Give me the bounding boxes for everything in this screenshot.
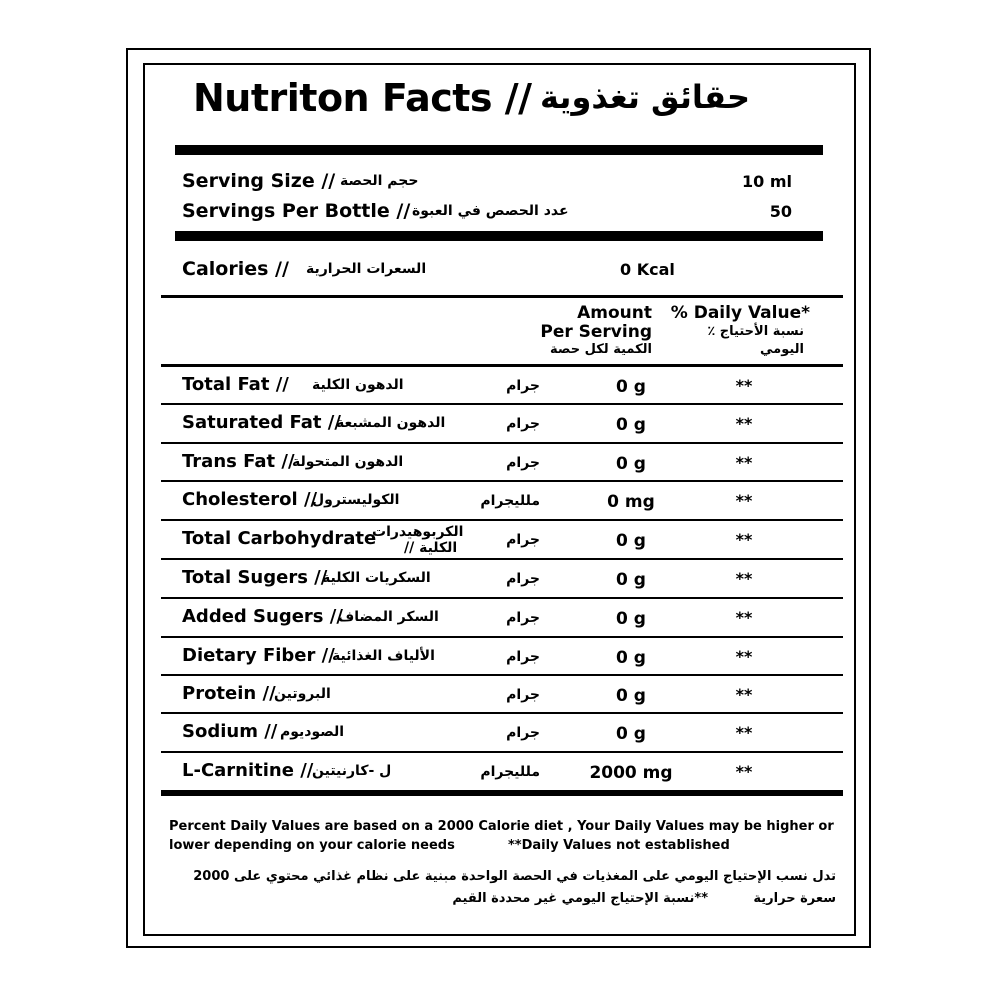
nutrient-daily-value: ** — [735, 647, 753, 666]
header-divider — [161, 364, 843, 367]
row-divider — [161, 674, 843, 676]
nutrient-unit-ar: جرام — [506, 610, 540, 626]
nutrient-unit-ar: جرام — [506, 455, 540, 471]
nutrient-name: Total Carbohydrate — [182, 528, 377, 549]
nutrient-daily-value: ** — [735, 608, 753, 627]
servings-per-bottle-value: 50 — [769, 202, 792, 221]
row-divider — [161, 558, 843, 560]
nutrient-name: Added Sugers // — [182, 606, 343, 627]
row-divider — [161, 442, 843, 444]
nutrient-name-ar: الدهون الكلية — [312, 377, 404, 393]
calories-label: Calories // — [182, 258, 289, 280]
nutrient-amount: 0 g — [616, 454, 646, 474]
nutrient-daily-value: ** — [735, 453, 753, 472]
nutrient-amount: 2000 mg — [589, 763, 673, 783]
nutrient-daily-value: ** — [735, 491, 753, 510]
daily-value-header-ar-line1: نسبة الأحتياج ٪ — [707, 324, 804, 339]
nutrient-unit-ar: جرام — [506, 687, 540, 703]
nutrient-name-ar: البروتين — [274, 686, 331, 702]
nutrient-daily-value: ** — [735, 376, 753, 395]
nutrient-name: Trans Fat // — [182, 451, 295, 472]
title-ar: حقائق تغذوية — [540, 78, 750, 116]
nutrient-unit-ar: جرام — [506, 378, 540, 394]
calories-divider — [161, 295, 843, 298]
amount-header-line1: Amount — [577, 303, 652, 323]
amount-header-ar: الكمية لكل حصة — [550, 342, 652, 357]
nutrient-unit-ar: جرام — [506, 416, 540, 432]
nutrient-name: Protein // — [182, 683, 276, 704]
nutrient-name: Sodium // — [182, 721, 278, 742]
nutrient-amount: 0 g — [616, 415, 646, 435]
amount-header-line2: Per Serving — [540, 322, 652, 342]
serving-size-label: Serving Size // — [182, 170, 336, 192]
nutrient-name: Total Fat // — [182, 374, 289, 395]
row-divider — [161, 751, 843, 753]
nutrient-amount: 0 mg — [607, 492, 655, 512]
calories-value: 0 Kcal — [620, 260, 675, 279]
row-divider — [161, 480, 843, 482]
daily-value-header: % Daily Value* — [670, 303, 810, 323]
footnote-ar-calories: سعرة حرارية — [753, 891, 836, 906]
nutrient-unit-ar: ملليجرام — [480, 493, 540, 509]
nutrient-unit-ar: جرام — [506, 725, 540, 741]
footnote-ar-daily-values: **نسبة الإحتياج اليومي غير محددة القيم — [452, 891, 708, 906]
nutrient-unit-ar: ملليجرام — [480, 764, 540, 780]
nutrient-name-ar-line2: الكلية // — [404, 540, 458, 556]
title-en: Nutriton Facts // — [193, 76, 532, 120]
nutrient-amount: 0 g — [616, 724, 646, 744]
nutrient-name-ar: السكريات الكلية — [322, 570, 431, 586]
nutrient-daily-value: ** — [735, 762, 753, 781]
footnote-en-line2: lower depending on your calorie needs — [169, 838, 455, 853]
nutrient-name: L-Carnitine // — [182, 760, 314, 781]
nutrient-name-ar: الكربوهيدرات — [372, 524, 464, 540]
table-bottom-divider — [161, 790, 843, 796]
nutrient-daily-value: ** — [735, 414, 753, 433]
nutrient-amount: 0 g — [616, 686, 646, 706]
row-divider — [161, 597, 843, 599]
nutrient-name-ar: السكر المضاف — [338, 609, 439, 625]
footnote-en-line1: Percent Daily Values are based on a 2000 Calorie diet , Your Daily Values may be higher or — [169, 819, 834, 834]
nutrient-name-ar: الدهون المتحولة — [292, 454, 404, 470]
nutrient-name-ar: الألياف الغذائية — [332, 648, 435, 664]
serving-size-value: 10 ml — [742, 172, 792, 191]
thick-divider-middle — [175, 231, 823, 241]
nutrient-unit-ar: جرام — [506, 571, 540, 587]
nutrient-name-ar: الصوديوم — [280, 724, 345, 740]
nutrient-daily-value: ** — [735, 723, 753, 742]
row-divider — [161, 636, 843, 638]
nutrient-name: Cholesterol // — [182, 489, 318, 510]
serving-size-label-ar: حجم الحصة — [340, 173, 419, 189]
nutrient-name-ar: ل -كارنيتين — [312, 763, 392, 779]
calories-label-ar: السعرات الحرارية — [306, 261, 427, 277]
nutrient-daily-value: ** — [735, 685, 753, 704]
servings-per-bottle-label-ar: عدد الحصص في العبوة — [412, 203, 569, 219]
nutrient-amount: 0 g — [616, 570, 646, 590]
nutrient-daily-value: ** — [735, 530, 753, 549]
daily-value-header-ar-line2: اليومي — [760, 342, 804, 357]
nutrient-name: Dietary Fiber // — [182, 645, 335, 666]
footnote-en-daily-values: **Daily Values not established — [508, 838, 730, 853]
nutrient-name: Saturated Fat // — [182, 412, 341, 433]
row-divider — [161, 403, 843, 405]
nutrient-name-ar: الكوليسترول — [312, 492, 400, 508]
row-divider — [161, 712, 843, 714]
nutrient-name-ar: الدهون المشبعة — [336, 415, 446, 431]
servings-per-bottle-label: Servings Per Bottle // — [182, 200, 411, 222]
nutrient-daily-value: ** — [735, 569, 753, 588]
nutrient-name: Total Sugers // — [182, 567, 328, 588]
nutrient-amount: 0 g — [616, 377, 646, 397]
nutrient-amount: 0 g — [616, 531, 646, 551]
footnote-ar-line1: تدل نسب الإحتياج اليومي على المغذيات في الحصة الواحدة مبنية على نظام غذائي محتوي على 2000 — [193, 869, 836, 884]
thick-divider-top — [175, 145, 823, 155]
row-divider — [161, 519, 843, 521]
nutrient-amount: 0 g — [616, 648, 646, 668]
nutrient-unit-ar: جرام — [506, 649, 540, 665]
nutrient-unit-ar: جرام — [506, 532, 540, 548]
nutrient-amount: 0 g — [616, 609, 646, 629]
